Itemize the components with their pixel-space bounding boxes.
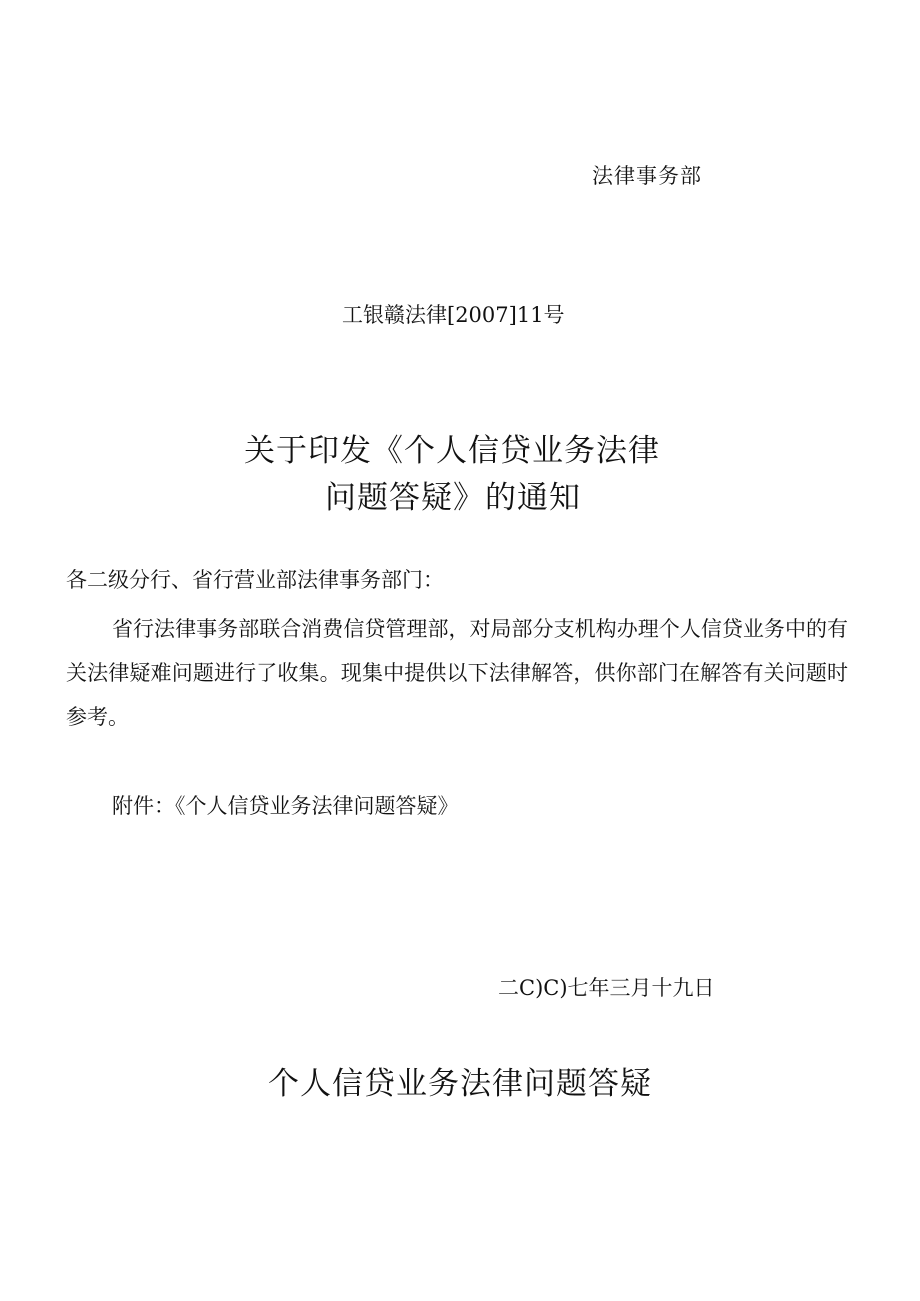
attachment-line: 附件：《个人信贷业务法律问题答疑》 — [112, 794, 459, 818]
body-paragraph: 省行法律事务部联合消费信贷管理部，对局部分支机构办理个人信贷业务中的有关法律疑难问题进行了收集。现集中提供以下法律解答，供你部门在解答有关问题时参考。 — [66, 617, 848, 729]
issue-date: 二C)C)七年三月十九日 — [498, 976, 715, 1000]
document-number: 工银赣法律[2007]11号 — [342, 303, 565, 327]
issuing-department: 法律事务部 — [592, 164, 702, 188]
appendix-title: 个人信贷业务法律问题答疑 — [268, 1066, 652, 1102]
notice-title-line-1: 关于印发《个人信贷业务法律 — [244, 433, 660, 469]
notice-title-line-2: 问题答疑》的通知 — [325, 480, 581, 516]
salutation: 各二级分行、省行营业部法律事务部门： — [66, 568, 444, 592]
